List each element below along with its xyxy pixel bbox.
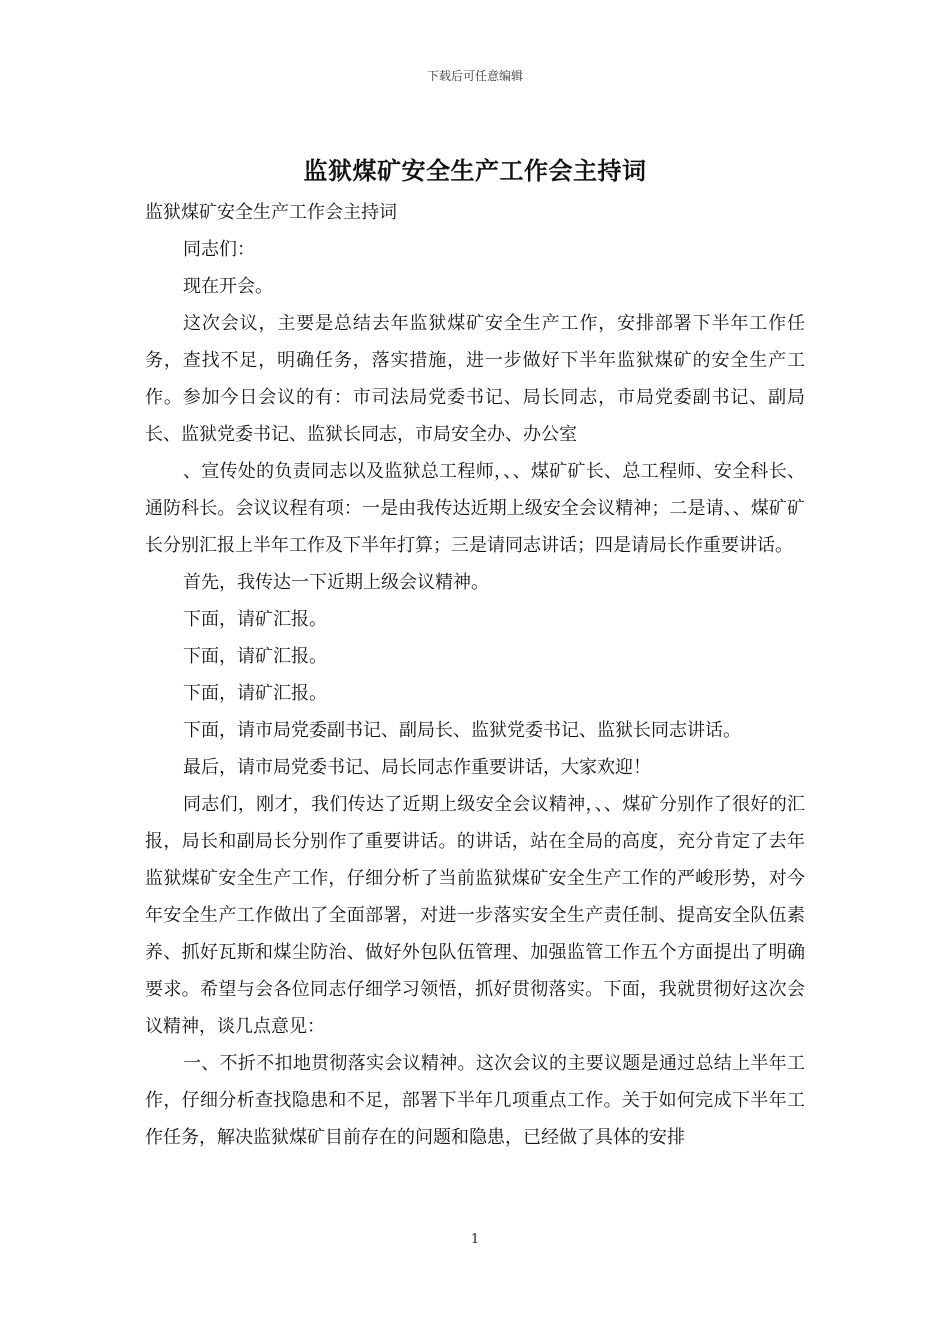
- paragraph: 一、不折不扣地贯彻落实会议精神。这次会议的主要议题是通过总结上半年工作，仔细分析查找隐患和不足，部署下半年几项重点工作。关于如何完成下半年工作任务，解决监狱煤矿目前存在的问题和隐患，已经做了具体的安排: [145, 1053, 805, 1148]
- paragraph: 现在开会。: [183, 276, 273, 297]
- paragraph: 最后，请市局党委书记、局长同志作重要讲话，大家欢迎！: [183, 757, 651, 778]
- paragraph: 下面，请矿汇报。: [183, 683, 327, 704]
- document-body: [145, 194, 805, 1156]
- paragraph: 这次会议，主要是总结去年监狱煤矿安全生产工作，安排部署下半年工作任务，查找不足，明确任务，落实措施，进一步做好下半年监狱煤矿的安全生产工作。参加今日会议的有：市司法局党委书记、局长同志，市局党委副书记、副局长、监狱党委书记、监狱长同志，市局安全办、办公室: [145, 313, 805, 445]
- paragraph: 下面，请矿汇报。: [183, 609, 327, 630]
- paragraph: 、宣传处的负责同志以及监狱总工程师，、、煤矿矿长、总工程师、安全科长、通防科长。会议议程有项：一是由我传达近期上级安全会议精神；二是请、、煤矿矿长分别汇报上半年工作及下半年打算；三是请同志讲话；四是请局长作重要讲话。: [145, 461, 805, 556]
- header-note: 下载后可任意编辑: [426, 69, 523, 83]
- paragraph-greeting: 同志们：: [183, 239, 255, 260]
- paragraph: 首先，我传达一下近期上级会议精神。: [183, 572, 489, 593]
- paragraph: 下面，请市局党委副书记、副局长、监狱党委书记、监狱长同志讲话。: [183, 720, 741, 741]
- paragraph: 下面，请矿汇报。: [183, 646, 327, 667]
- page-number: 1: [470, 1232, 480, 1247]
- document-title: 监狱煤矿安全生产工作会主持词: [303, 157, 647, 185]
- paragraph-subtitle: 监狱煤矿安全生产工作会主持词: [145, 202, 397, 223]
- paragraph: 同志们，刚才，我们传达了近期上级安全会议精神，、、煤矿分别作了很好的汇报，局长和副局长分别作了重要讲话。的讲话，站在全局的高度，充分肯定了去年监狱煤矿安全生产工作，仔细分析了当前监狱煤矿安全生产工作的严峻形势，对今年安全生产工作做出了全面部署，对进一步落实安全生产责任制、提高安全队伍素养、抓好瓦斯和煤尘防治、做好外包队伍管理、加强监管工作五个方面提出了明确要求。希望与会各位同志仔细学习领悟，抓好贯彻落实。下面，我就贯彻好这次会议精神，谈几点意见：: [145, 794, 805, 1037]
